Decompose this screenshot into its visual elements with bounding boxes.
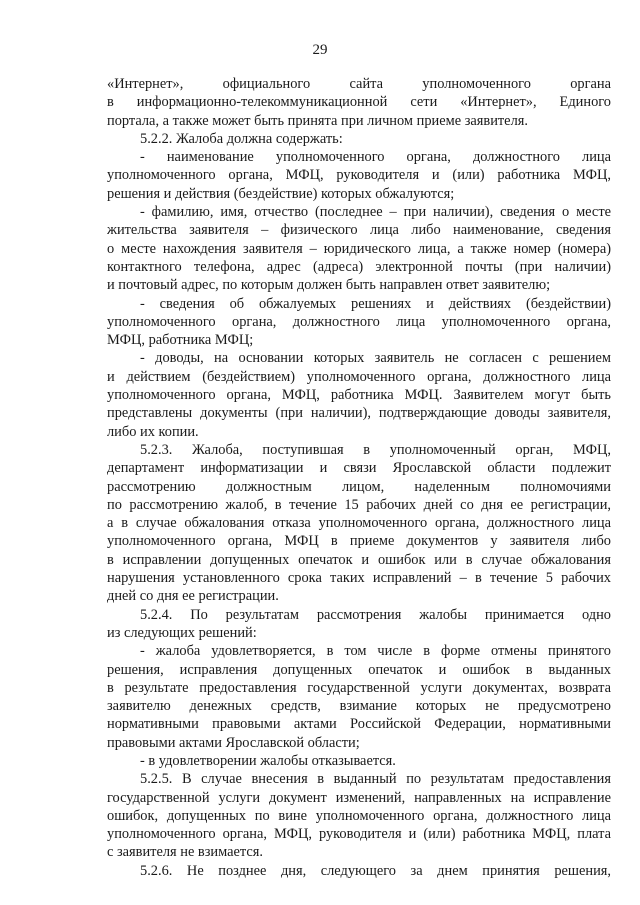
text-line: в информационно-телекоммуникационной сети «Интернет», Единого: [107, 94, 611, 111]
text-line: 5.2.3. Жалоба, поступившая в уполномоченный орган, МФЦ,: [140, 441, 611, 458]
text-line: портала, а также может быть принята при личном приеме заявителя.: [107, 112, 528, 129]
text-line: а в случае обжалования отказа уполномоченного органа, должностного лица: [107, 515, 611, 532]
text-line: - жалоба удовлетворяется, в том числе в форме отмены принятого: [140, 643, 611, 660]
document-body: [107, 75, 611, 880]
page-number: 29: [312, 42, 328, 58]
text-line: в исправлении допущенных опечаток и ошибок или в случае обжалования: [107, 551, 611, 568]
text-line: 5.2.4. По результатам рассмотрения жалобы принимается одно: [140, 606, 611, 623]
text-line: уполномоченного органа, МФЦ, работника МФЦ. Заявителем могут быть: [107, 387, 611, 404]
text-line: - в удовлетворении жалобы отказывается.: [140, 752, 396, 769]
text-line: уполномоченного органа, МФЦ, руководителя и (или) работника МФЦ, плата: [107, 826, 611, 843]
text-line: с заявителя не взимается.: [107, 844, 263, 861]
text-line: из следующих решений:: [107, 624, 257, 641]
text-line: уполномоченного органа, МФЦ в приеме документов у заявителя либо: [107, 533, 611, 550]
text-line: решения и действия (бездействие) которых обжалуются;: [107, 185, 455, 202]
text-line: департамент информатизации и связи Ярославской области подлежит: [107, 460, 611, 477]
text-line: 5.2.6. Не позднее дня, следующего за днем принятия решения,: [140, 862, 611, 879]
text-line: - наименование уполномоченного органа, должностного лица: [140, 149, 611, 166]
text-line: дней со дня ее регистрации.: [107, 588, 279, 605]
text-line: решения, исправления допущенных опечаток и ошибок в выданных: [107, 661, 611, 678]
text-line: либо их копии.: [107, 423, 199, 440]
text-line: жительства заявителя – физического лица либо наименование, сведения: [107, 222, 611, 239]
text-line: о месте нахождения заявителя – юридического лица, а также номер (номера): [107, 240, 611, 257]
text-line: нормативными правовыми актами Российской Федерации, нормативными: [107, 716, 611, 733]
text-line: 5.2.5. В случае внесения в выданный по результатам предоставления: [140, 771, 611, 788]
text-line: - фамилию, имя, отчество (последнее – при наличии), сведения о месте: [140, 204, 611, 221]
text-line: нарушения установленного срока таких исправлений – в течение 5 рабочих: [107, 570, 611, 587]
text-line: - доводы, на основании которых заявитель не согласен с решением: [140, 350, 611, 367]
text-line: рассмотрению должностным лицом, наделенным полномочиями: [107, 478, 611, 495]
text-line: контактного телефона, адрес (адреса) электронной почты (при наличии): [107, 258, 611, 275]
text-line: и почтовый адрес, по которым должен быть направлен ответ заявителю;: [107, 277, 551, 294]
text-line: и действием (бездействием) уполномоченного органа, должностного лица: [107, 368, 611, 385]
text-line: по рассмотрению жалоб, в течение 15 рабочих дней со дня ее регистрации,: [107, 496, 611, 513]
text-line: представлены документы (при наличии), подтверждающие доводы заявителя,: [107, 405, 611, 422]
text-line: правовыми актами Ярославской области;: [107, 734, 360, 751]
text-line: «Интернет», официального сайта уполномоченного органа: [107, 76, 611, 92]
text-line: - сведения об обжалуемых решениях и действиях (бездействии): [140, 295, 611, 312]
text-line: государственной услуги документ изменений, направленных на исправление: [107, 789, 611, 806]
text-line: заявителю денежных средств, взимание которых не предусмотрено: [107, 698, 611, 715]
text-line: МФЦ, работника МФЦ;: [107, 332, 254, 349]
text-line: в результате предоставления государственной услуги документах, возврата: [107, 679, 611, 696]
text-line: 5.2.2. Жалоба должна содержать:: [140, 130, 343, 147]
text-line: уполномоченного органа, должностного лица уполномоченного органа,: [107, 313, 611, 330]
text-line: ошибок, допущенных по вине уполномоченного органа, должностного лица: [107, 807, 611, 824]
text-line: уполномоченного органа, МФЦ, руководителя и (или) работника МФЦ,: [107, 167, 611, 184]
